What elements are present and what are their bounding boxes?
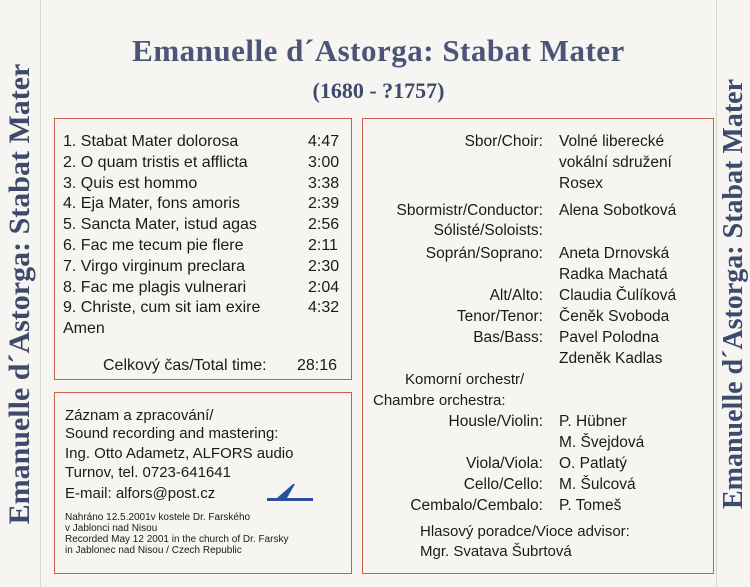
track-duration: 2:30	[308, 257, 340, 275]
right-spine	[716, 0, 750, 587]
orchestra-heading: Chambre orchestra:	[373, 392, 506, 409]
viola-name: O. Patlatý	[559, 455, 628, 472]
track-duration: 2:11	[308, 237, 338, 254]
conductor-name: Alena Sobotková	[559, 202, 677, 219]
alfors-logo	[265, 481, 315, 503]
recording-line: Turnov, tel. 0723-641641	[65, 464, 231, 481]
bass-role: Bas/Bass:	[473, 329, 543, 346]
composer-years: (1680 - ?1757)	[312, 78, 445, 103]
advisor-role: Hlasový poradce/Vioce advisor:	[420, 523, 630, 540]
alto-name: Claudia Čulíková	[559, 287, 677, 304]
violin-name: M. Švejdová	[559, 434, 645, 451]
total-time-value: 28:16	[297, 357, 338, 374]
cello-name: M. Šulcová	[559, 476, 636, 493]
viola-role: Viola/Viola:	[466, 455, 543, 472]
track-duration: 2:56	[308, 216, 340, 234]
track-duration: 3:38	[308, 174, 340, 192]
bass-name: Zdeněk Kadlas	[559, 350, 663, 367]
tenor-role: Tenor/Tenor:	[456, 308, 543, 325]
soprano-role: Soprán/Soprano:	[425, 245, 543, 262]
track-duration: 4:47	[308, 133, 340, 150]
tenor-name: Čeněk Svoboda	[559, 308, 670, 325]
track-title: 1. Stabat Mater dolorosa	[63, 133, 239, 150]
track-title: Amen	[63, 320, 105, 338]
left-spine	[0, 0, 41, 587]
track-title: 9. Christe, cum sit iam exire	[63, 299, 261, 317]
track-duration: 3:00	[308, 153, 340, 171]
track-title: 8. Fac me plagis vulnerari	[63, 278, 247, 296]
recording-note: v Jablonci nad Nisou	[65, 523, 158, 534]
recording-note: Recorded May 12 2001 in the church of Dr. Farsky	[65, 534, 289, 545]
right-spine-title: Emanuelle d´Astorga: Stabat Mater	[717, 78, 749, 509]
album-title: Emanuelle d´Astorga: Stabat Mater	[132, 33, 625, 68]
soprano-name: Aneta Drnovská	[559, 245, 670, 262]
soprano-name: Radka Machatá	[559, 266, 668, 283]
recording-note: in Jablonec nad Nisou / Czech Republic	[65, 545, 242, 556]
recording-line: Ing. Otto Adametz, ALFORS audio	[65, 445, 294, 462]
orchestra-heading: Komorní orchestr/	[405, 371, 525, 388]
track-duration: 2:39	[308, 195, 340, 213]
performers-box	[362, 118, 714, 574]
cembalo-role: Cembalo/Cembalo:	[410, 497, 543, 514]
violin-name: P. Hübner	[559, 413, 627, 430]
cembalo-name: P. Tomeš	[559, 497, 622, 514]
recording-email: E-mail: alfors@post.cz	[65, 485, 216, 502]
choir-name: Rosex	[559, 175, 603, 192]
cello-role: Cello/Cello:	[463, 476, 543, 493]
alto-role: Alt/Alto:	[489, 287, 543, 304]
track-title: 3. Quis est hommo	[63, 174, 198, 192]
choir-role: Sbor/Choir:	[464, 133, 543, 150]
track-title: 2. O quam tristis et afflicta	[63, 153, 248, 171]
total-time-label: Celkový čas/Total time:	[103, 357, 267, 374]
left-spine-title: Emanuelle d´Astorga: Stabat Mater	[3, 63, 36, 524]
choir-name: vokální sdružení	[559, 154, 672, 171]
recording-box	[54, 392, 352, 574]
track-title: 6. Fac me tecum pie flere	[63, 237, 244, 254]
track-title: 5. Sancta Mater, istud agas	[63, 216, 257, 234]
advisor-name: Mgr. Svatava Šubrtová	[420, 543, 572, 560]
tracklist-box	[54, 118, 352, 380]
track-duration: 2:04	[308, 278, 340, 296]
violin-role: Housle/Violin:	[448, 413, 543, 430]
recording-line: Sound recording and mastering:	[65, 425, 279, 442]
conductor-role: Sbormistr/Conductor:	[396, 202, 543, 219]
bass-name: Pavel Polodna	[559, 329, 659, 346]
track-title: 7. Virgo virginum preclara	[63, 257, 246, 275]
track-duration: 4:32	[308, 299, 340, 317]
recording-line: Záznam a zpracování/	[65, 407, 214, 424]
track-title: 4. Eja Mater, fons amoris	[63, 195, 240, 213]
soloists-role: Sólisté/Soloists:	[433, 222, 543, 239]
recording-note: Nahráno 12.5.2001v kostele Dr. Farského	[65, 512, 251, 523]
choir-name: Volné liberecké	[559, 133, 665, 150]
